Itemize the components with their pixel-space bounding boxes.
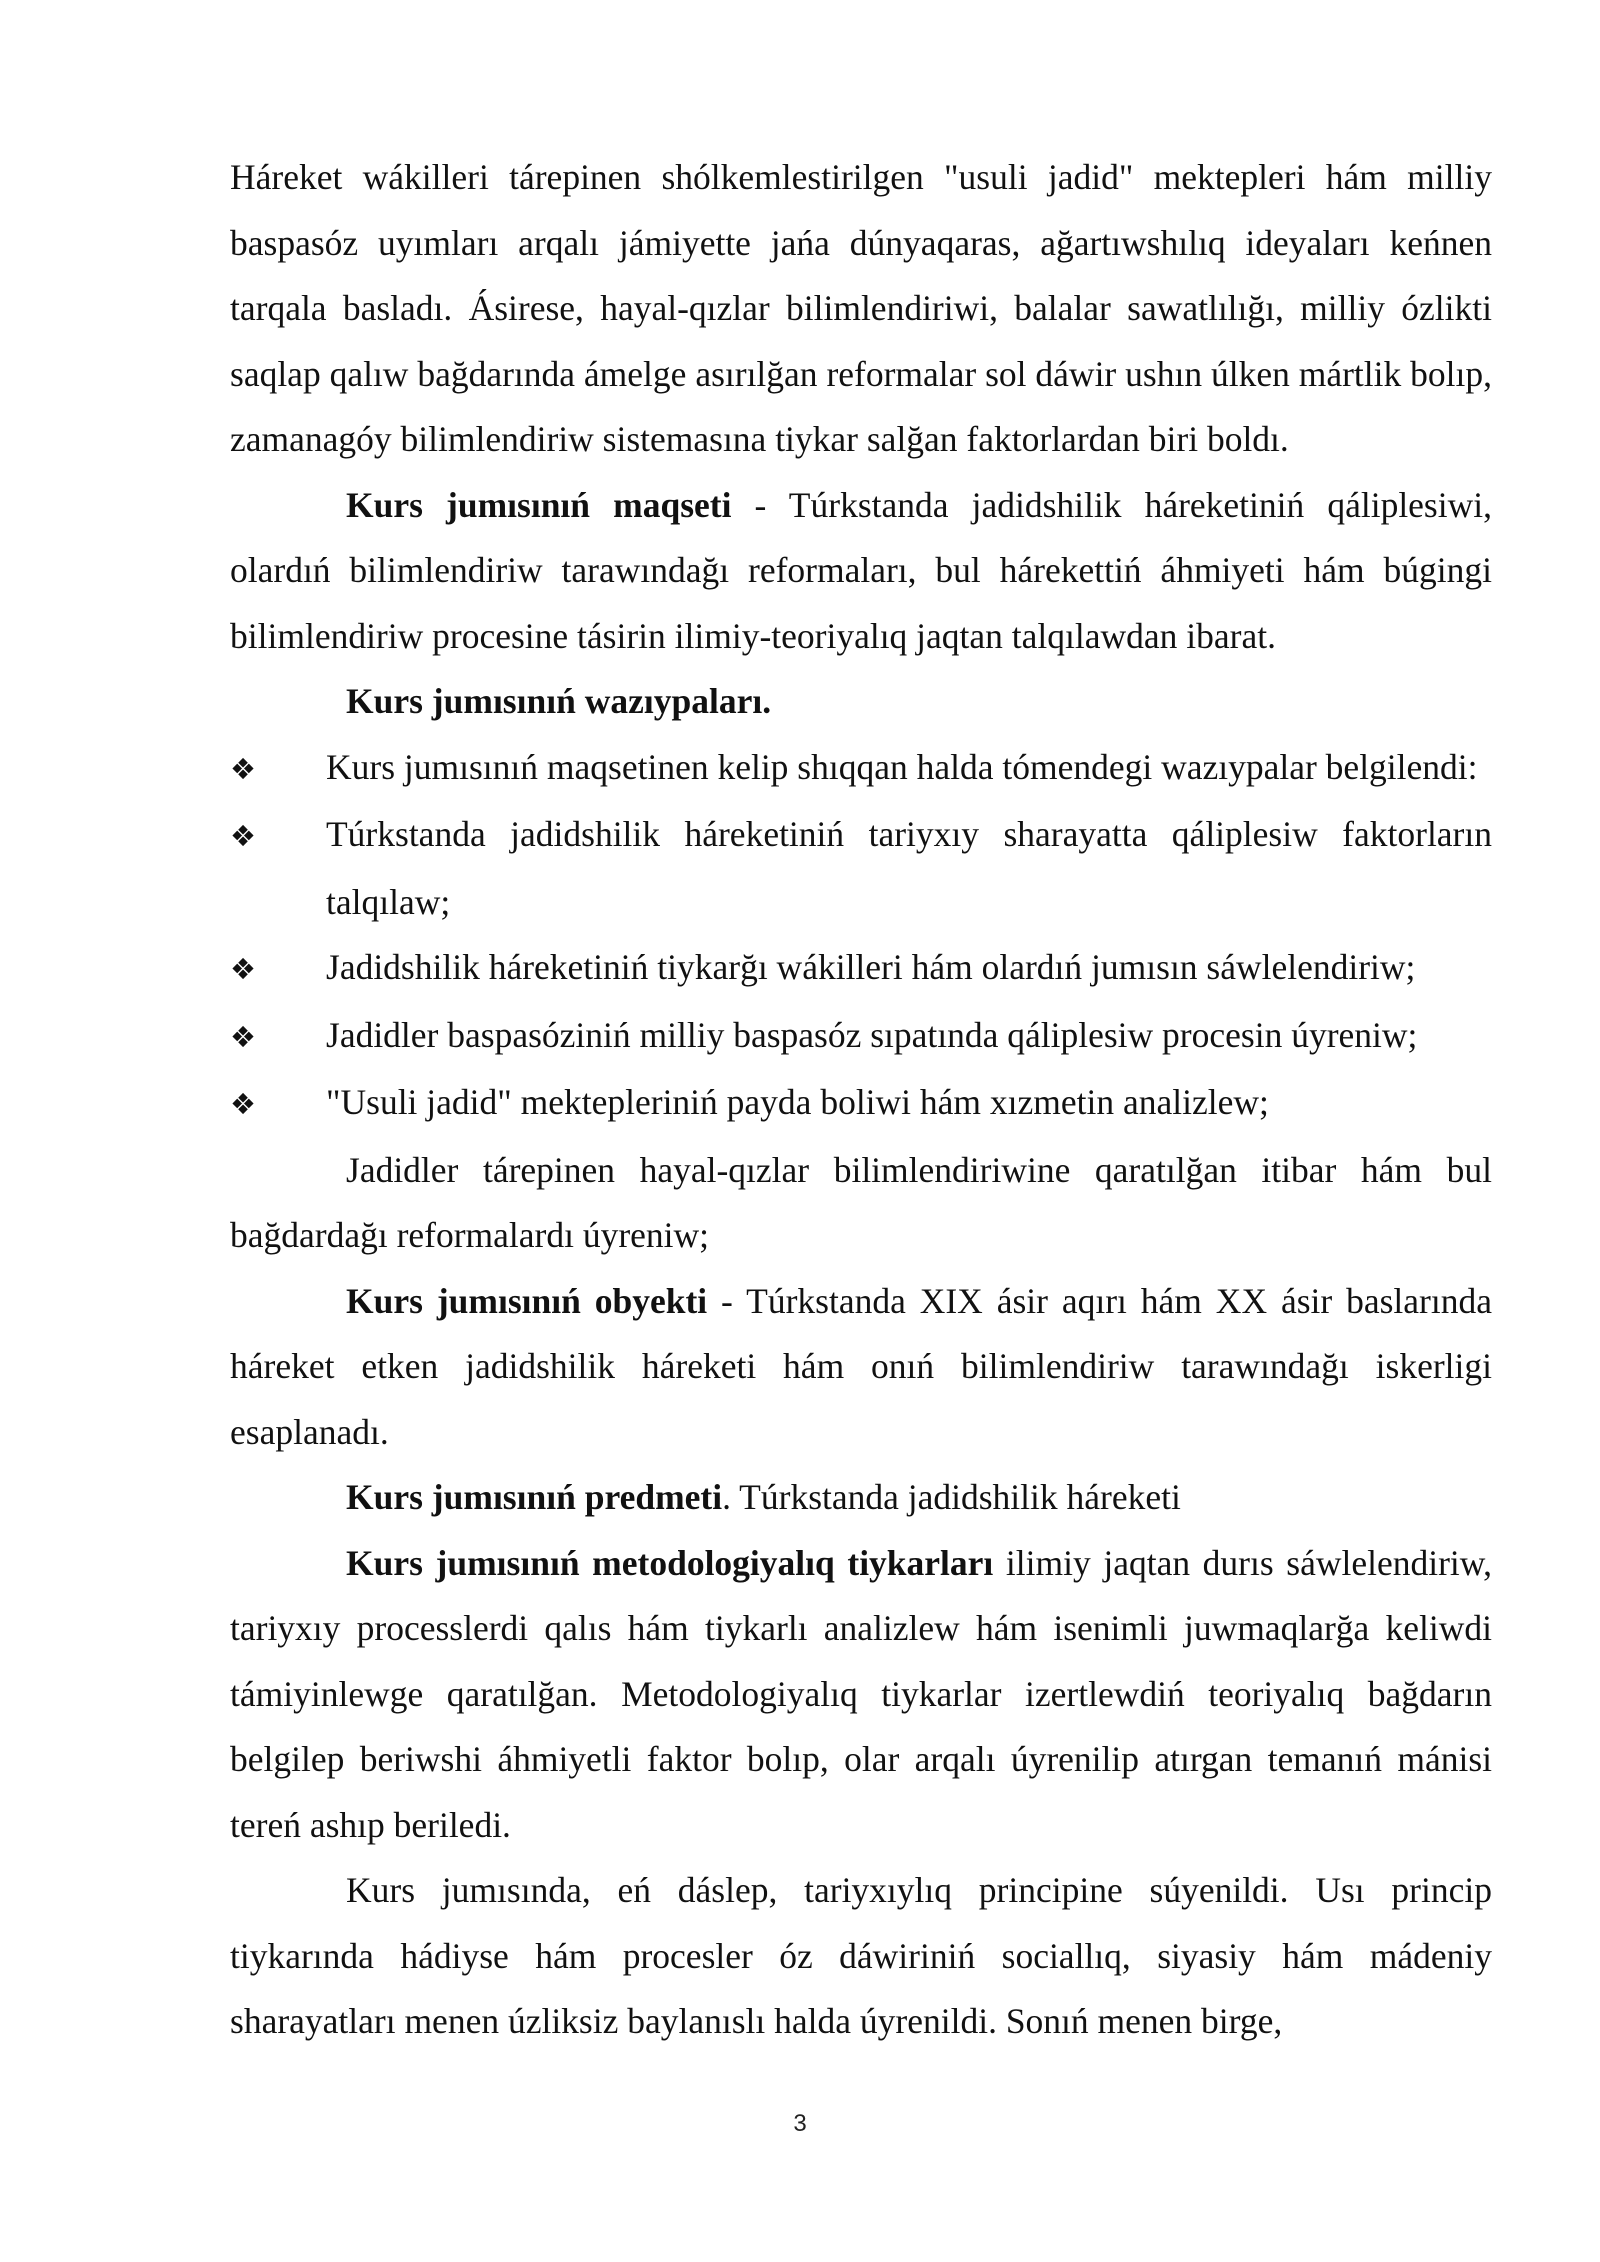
paragraph-methodology — [230, 1531, 1492, 1859]
bullet-text: Jadidshilik háreketiniń tiykarğı wákilleri hám olardıń jumısın sáwlelendiriw; — [326, 947, 1416, 987]
bullet-item — [230, 935, 1492, 1003]
bullet-text: "Usuli jadid" mektepleriniń payda boliwi hám xızmetin analizlew; — [326, 1082, 1269, 1122]
bullet-item — [230, 735, 1492, 803]
paragraph-object — [230, 1269, 1492, 1466]
bullet-item — [230, 1003, 1492, 1071]
paragraph-historicism: Kurs jumısında, eń dáslep, tariyxıylıq principine súyenildi. Usı princip tiykarında hádiyse hám procesler óz dáwiriniń sociallıq, siyasiy hám mádeniy sharayatları menen úzliksiz baylanıslı halda úyrenildi. Sonıń menen birge, — [230, 1870, 1492, 2041]
paragraph-intro: Háreket wákilleri tárepinen shólkemlestirilgen "usuli jadid" mektepleri hám milliy baspasóz uyımları arqalı jámiyette jańa dúnyaqaras, ağartıwshılıq ideyaları keńnen tarqala basladı. Ásirese, hayal-qızlar bilimlendiriwi, balalar sawatlılığı, milliy ózlikti saqlap qalıw bağdarında ámelge asırılğan reformalar sol dáwir ushın úlken mártlik bolıp, zamanagóy bilimlendiriw sistemasına tiykar salğan faktorlardan biri boldı. — [230, 157, 1492, 459]
diamond-bullet-icon: ❖ — [230, 1087, 256, 1121]
tasks-heading: Kurs jumısınıń wazıypaları. — [346, 681, 772, 721]
diamond-bullet-icon: ❖ — [230, 819, 256, 853]
methodology-text: ilimiy jaqtan durıs sáwlelendiriw, tariyxıy processlerdi qalıs hám tiykarlı analizlew hám isenimli juwmaqlarğa keliwdi támiyinlewge qaratılğan. Metodologiyalıq tiykarlar izertlewdiń teoriyalıq bağdarın belgilep beriwshi áhmiyetli faktor bolıp, olar arqalı úyrenilip atırgan temanıń mánisi tereń ashıp beriledi. — [230, 1542, 1492, 1845]
subject-text: . Túrkstanda jadidshilik háreketi — [722, 1477, 1181, 1517]
paragraph-goal — [230, 473, 1492, 670]
diamond-bullet-icon: ❖ — [230, 1019, 256, 1054]
goal-heading: Kurs jumısınıń maqseti — [346, 484, 732, 525]
object-text: - Túrkstanda XIX ásir aqırı hám XX ásir baslarında háreket etken jadidshilik háreketi hám onıń bilimlendiriw tarawındağı iskerligi esaplanadı. — [230, 1280, 1492, 1452]
bullet-item — [230, 802, 1492, 935]
bullet-text: Kurs jumısınıń maqsetinen kelip shıqqan halda tómendegi wazıypalar belgilendi: — [326, 746, 1478, 787]
paragraph-women-education: Jadidler tárepinen hayal-qızlar bilimlendiriwine qaratılğan itibar hám bul bağdardağı reformalardı úyreniw; — [230, 1149, 1492, 1255]
page-number: 3 — [793, 2110, 807, 2137]
bullet-item — [230, 1070, 1492, 1138]
object-heading: Kurs jumısınıń obyekti — [346, 1280, 708, 1321]
bullet-text: Jadidler baspasóziniń milliy baspasóz sıpatında qáliplesiw procesin úyreniw; — [326, 1014, 1418, 1055]
diamond-bullet-icon: ❖ — [230, 952, 256, 986]
diamond-bullet-icon: ❖ — [230, 751, 256, 786]
paragraph-tasks-heading — [230, 669, 1492, 735]
goal-text: - Túrkstanda jadidshilik háreketiniń qáliplesiwi, olardıń bilimlendiriw tarawındağı reformaları, bul hárekettiń áhmiyeti hám búgingi bilimlendiriw procesine tásirin ilimiy-teoriyalıq jaqtan talqılawdan ibarat. — [230, 484, 1492, 656]
methodology-heading: Kurs jumısınıń metodologiyalıq tiykarları — [346, 1542, 994, 1583]
paragraph-subject — [230, 1465, 1492, 1531]
bullet-text: Túrkstanda jadidshilik háreketiniń tariyxıy sharayatta qáliplesiw faktorların talqılaw; — [326, 814, 1492, 922]
document-body — [230, 145, 1492, 2055]
subject-heading: Kurs jumısınıń predmeti — [346, 1477, 723, 1517]
